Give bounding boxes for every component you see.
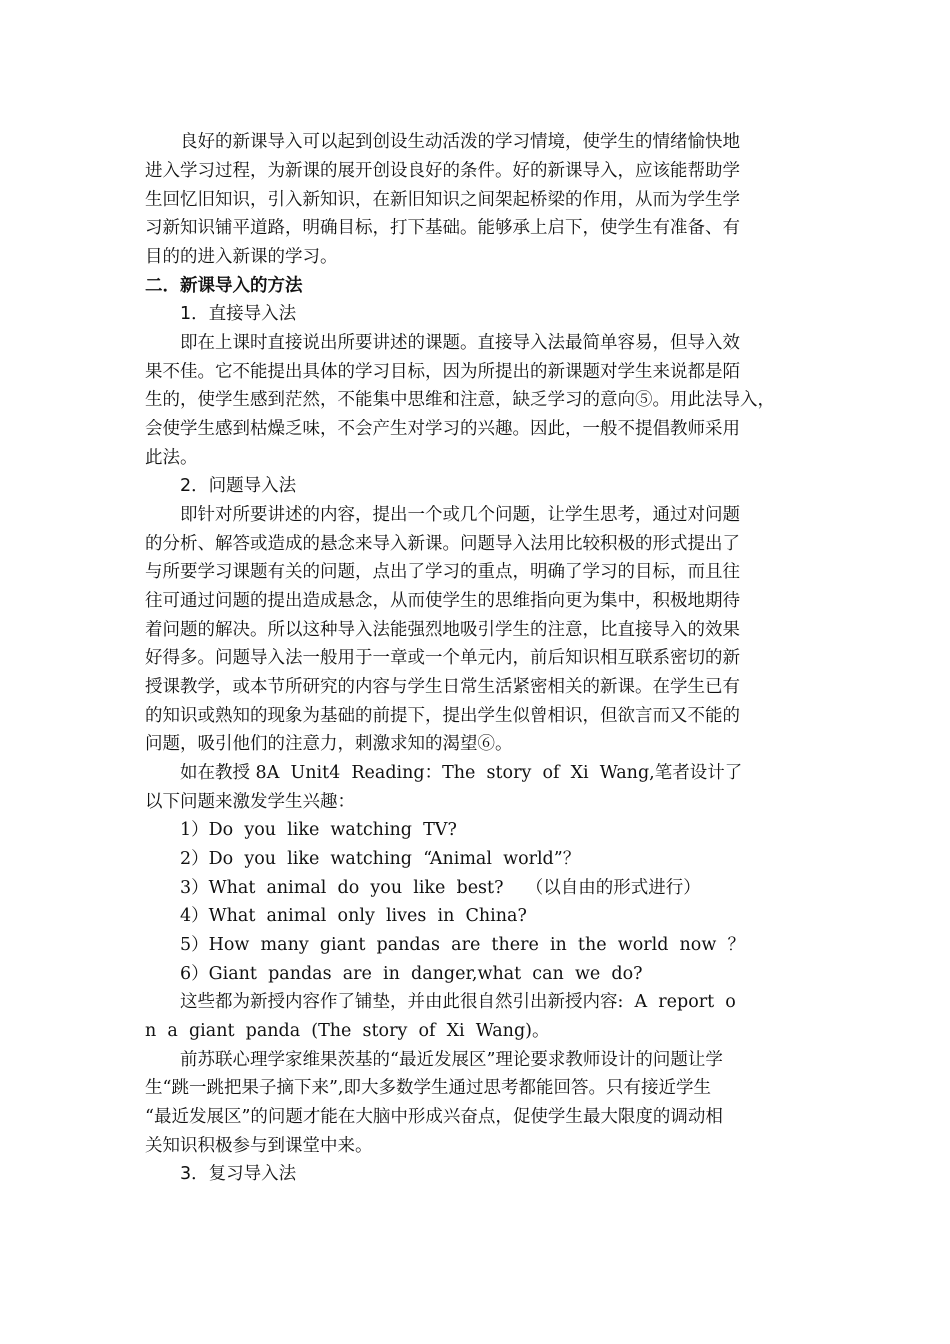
paragraph-line: 着问题的解决。所以这种导入法能强烈地吸引学生的注意，比直接导入的效果 [145,620,740,640]
question-item: 6）Giant pandas are in danger,what can we do? [180,964,643,984]
question-item: 1）Do you like watching TV? [180,820,457,840]
paragraph-line: 授课教学，或本节所研究的内容与学生日常生活紧密相关的新课。在学生已有 [145,677,740,697]
paragraph-line: 生的，使学生感到茫然，不能集中思维和注意，缺乏学习的意向⑤。用此法导入， [145,390,775,410]
paragraph-line: 的知识或熟知的现象为基础的前提下，提出学生似曾相识，但欲言而又不能的 [145,706,740,726]
paragraph-line: 前苏联心理学家维果茨基的“最近发展区”理论要求教师设计的问题让学 [180,1050,723,1070]
paragraph-line: 即在上课时直接说出所要讲述的课题。直接导入法最简单容易，但导入效 [180,333,740,353]
paragraph-line: n a giant panda (The story of Xi Wang)。 [145,1021,550,1041]
paragraph-line: 习新知识铺平道路，明确目标，打下基础。能够承上启下，使学生有准备、有 [145,218,740,238]
paragraph-line: 进入学习过程，为新课的展开创设良好的条件。好的新课导入，应该能帮助学 [145,161,740,181]
paragraph-line: 关知识积极参与到课堂中来。 [145,1136,373,1156]
paragraph-line: 如在教授 8A Unit4 Reading：The story of Xi Wang,笔者设计了 [180,763,743,783]
paragraph-line: 往可通过问题的提出造成悬念，从而使学生的思维指向更为集中，积极地期待 [145,591,740,611]
subsection-heading: 2．问题导入法 [180,476,297,496]
paragraph-line: 问题，吸引他们的注意力，刺激求知的渴望⑥。 [145,734,513,754]
paragraph-line: 即针对所要讲述的内容，提出一个或几个问题，让学生思考，通过对问题 [180,505,740,525]
paragraph-line: 生回忆旧知识，引入新知识，在新旧知识之间架起桥梁的作用，从而为学生学 [145,190,740,210]
paragraph-line: 好得多。问题导入法一般用于一章或一个单元内，前后知识相互联系密切的新 [145,648,740,668]
paragraph-line: 会使学生感到枯燥乏味，不会产生对学习的兴趣。因此，一般不提倡教师采用 [145,419,740,439]
paragraph-line: 生“跳一跳把果子摘下来”,即大多数学生通过思考都能回答。只有接近学生 [145,1078,711,1098]
paragraph-line: 这些都为新授内容作了铺垫，并由此很自然引出新授内容: A report o [180,992,736,1012]
paragraph-line: 此法。 [145,448,198,468]
subsection-heading: 1．直接导入法 [180,304,297,324]
subsection-heading: 3．复习导入法 [180,1164,297,1184]
question-item: 4）What animal only lives in China? [180,906,527,926]
paragraph-line: 果不佳。它不能提出具体的学习目标，因为所提出的新课题对学生来说都是陌 [145,362,740,382]
paragraph-line: 以下问题来激发学生兴趣： [145,792,355,812]
paragraph-line: 目的的进入新课的学习。 [145,247,338,267]
paragraph-line: 的分析、解答或造成的悬念来导入新课。问题导入法用比较积极的形式提出了 [145,534,740,554]
question-item: 3）What animal do you like best? （以自由的形式进行） [180,878,701,898]
paragraph-line: 良好的新课导入可以起到创设生动活泼的学习情境，使学生的情绪愉快地 [180,132,740,152]
section-heading: 二．新课导入的方法 [145,276,303,296]
question-item: 2）Do you like watching “Animal world”？ [180,849,581,869]
paragraph-line: 与所要学习课题有关的问题，点出了学习的重点，明确了学习的目标，而且往 [145,562,740,582]
paragraph-line: “最近发展区”的问题才能在大脑中形成兴奋点，促使学生最大限度的调动相 [145,1107,723,1127]
question-item: 5）How many giant pandas are there in the world now ？ [180,935,745,955]
